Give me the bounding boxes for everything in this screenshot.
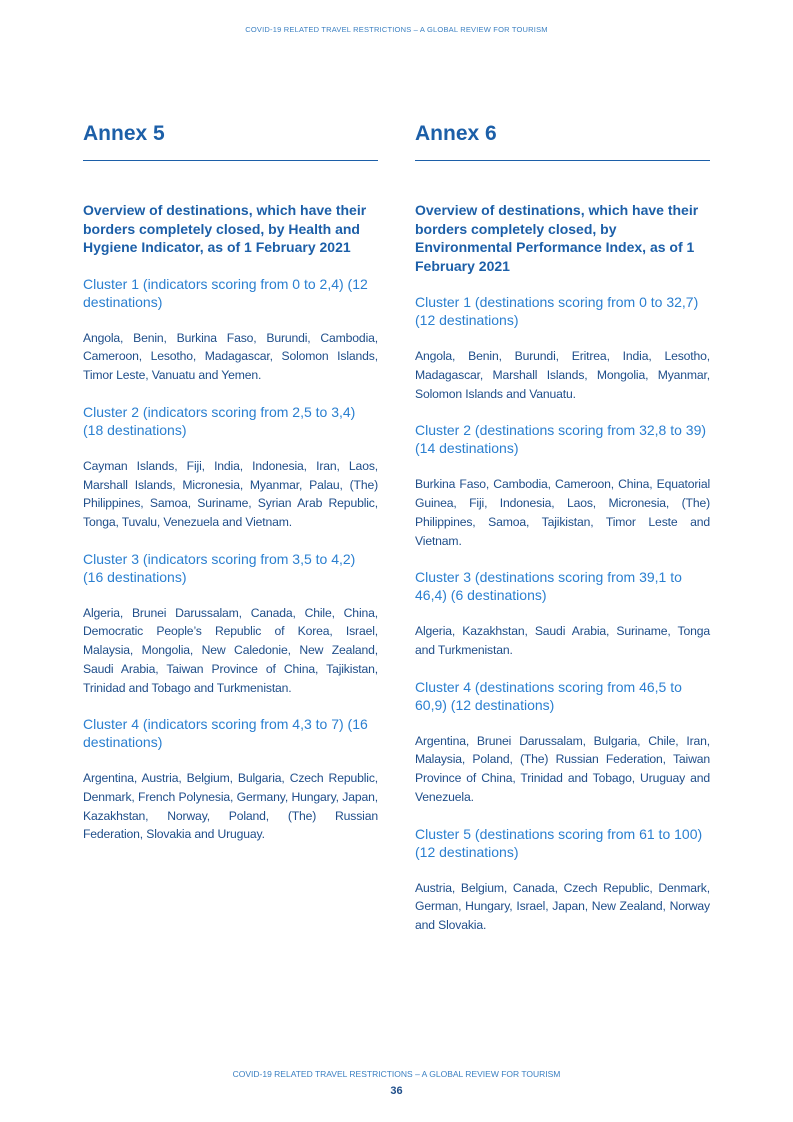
annex-6-cluster-3-title: Cluster 3 (destinations scoring from 39,1 to 46,4) (6 destinations) [415,569,682,604]
annex-5-cluster-3-title: Cluster 3 (indicators scoring from 3,5 to 4,2) (16 destinations) [83,550,356,585]
annex-6-cluster-1-body: Angola, Benin, Burundi, Eritrea, India, Lesotho, Madagascar, Marshall Islands, Mongolia, Myanmar, Solomon Islands and Vanuatu. [415,349,710,401]
annex-6-cluster-2-title: Cluster 2 (destinations scoring from 32,8 to 39) (14 destinations) [415,422,707,457]
annex-5-cluster-2-title: Cluster 2 (indicators scoring from 2,5 to 3,4) (18 destinations) [83,403,356,438]
annex-5-cluster-3-body: Algeria, Brunei Darussalam, Canada, Chile, China, Democratic People’s Republic of Korea, Israel, Malaysia, Mongolia, New Caledonie, New Zealand, Saudi Arabia, Taiwan Province of China, Tajikistan, Trinidad and Tobago and Turkmenistan. [83,605,378,695]
running-header: COVID-19 RELATED TRAVEL RESTRICTIONS – A GLOBAL REVIEW FOR TOURISM [245,25,548,34]
annex-6-cluster-4-title: Cluster 4 (destinations scoring from 46,5 to 60,9) (12 destinations) [415,678,682,713]
annex-6-title: Annex 6 [415,120,710,161]
annex-5-cluster-4-body: Argentina, Austria, Belgium, Bulgaria, Czech Republic, Denmark, French Polynesia, Germany, Hungary, Japan, Kazakhstan, Norway, Poland, (The) Russian Federation, Slovakia and Uruguay. [83,771,378,842]
annex-6-cluster-4-body: Argentina, Brunei Darussalam, Bulgaria, Chile, Iran, Malaysia, Poland, (The) Russian Federation, Taiwan Province of China, Trinidad and Tobago, Uruguay and Venezuela. [415,733,710,804]
running-footer: COVID-19 RELATED TRAVEL RESTRICTIONS – A GLOBAL REVIEW FOR TOURISM [232,1069,561,1079]
annex-6-cluster-1-title: Cluster 1 (destinations scoring from 0 to 32,7) (12 destinations) [415,294,699,329]
annex-6-cluster-5-title: Cluster 5 (destinations scoring from 61 to 100) (12 destinations) [415,825,703,860]
annex-6-cluster-3-body: Algeria, Kazakhstan, Saudi Arabia, Suriname, Tonga and Turkmenistan. [415,624,710,657]
annex-6-cluster-5-body: Austria, Belgium, Canada, Czech Republic, Denmark, German, Hungary, Israel, Japan, New Zealand, Norway and Slovakia. [415,880,710,932]
annex-5-title: Annex 5 [83,120,378,161]
page-number: 36 [390,1085,403,1097]
annex-5-cluster-1-body: Angola, Benin, Burkina Faso, Burundi, Cambodia, Cameroon, Lesotho, Madagascar, Solomon Islands, Timor Leste, Vanuatu and Yemen. [83,330,378,383]
annex-6-column [415,120,710,935]
annex-5-column [83,120,378,844]
annex-5-cluster-2-body: Cayman Islands, Fiji, India, Indonesia, Iran, Laos, Marshall Islands, Micronesia, Myanmar, Palau, (The) Philippines, Samoa, Suriname, Syrian Arab Republic, Tonga, Tuvalu, Venezuela and Vietnam. [83,458,378,529]
annex-5-cluster-4-title: Cluster 4 (indicators scoring from 4,3 to 7) (16 destinations) [83,716,368,751]
annex-5-cluster-1-title: Cluster 1 (indicators scoring from 0 to 2,4) (12 destinations) [83,275,368,310]
annex-6-overview: Overview of destinations, which have their borders completely closed, by Environmental Performance Index, as of 1 February 2021 [415,202,699,274]
annex-5-overview: Overview of destinations, which have their borders completely closed, by Health and Hygiene Indicator, as of 1 February 2021 [83,202,367,256]
annex-6-cluster-2-body: Burkina Faso, Cambodia, Cameroon, China, Equatorial Guinea, Fiji, Indonesia, Laos, Micronesia, (The) Philippines, Samoa, Tajikistan, Timor Leste and Vietnam. [415,477,710,548]
